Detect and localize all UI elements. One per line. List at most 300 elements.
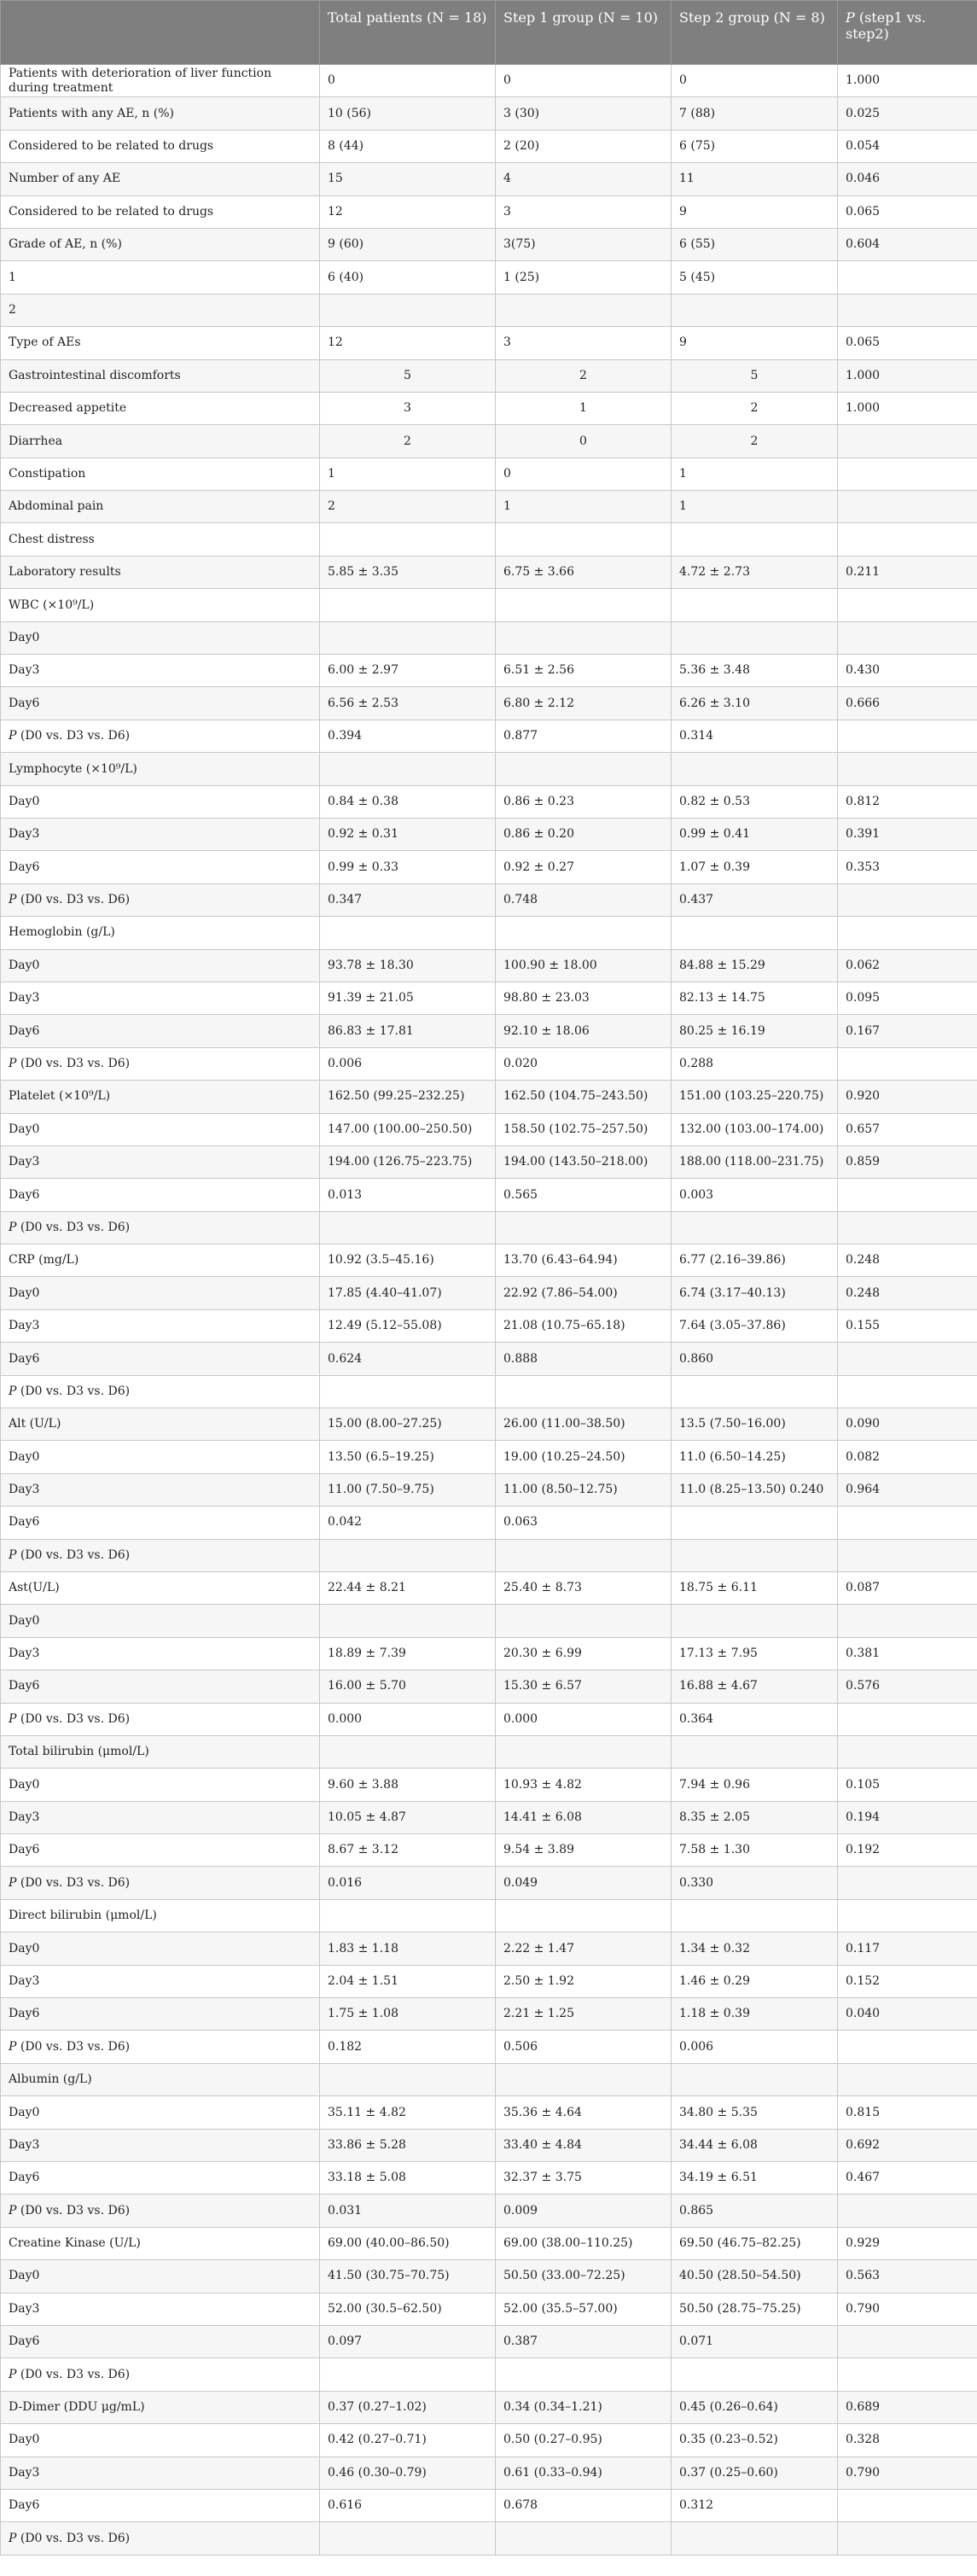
table-row — [1, 1998, 977, 2031]
row-label-cell: Gastrointestinal discomforts — [1, 359, 320, 392]
table-cell — [838, 294, 977, 326]
table-cell: 0.616 — [320, 2489, 496, 2521]
table-cell: 35.11 ± 4.82 — [320, 2096, 496, 2129]
table-cell: 0.003 — [672, 1179, 838, 1211]
table-cell: 18.75 ± 6.11 — [672, 1571, 838, 1604]
table-row — [1, 1571, 977, 1604]
table-cell: 0.006 — [320, 1047, 496, 1080]
row-label-cell: P (D0 vs. D3 vs. D6) — [1, 2031, 320, 2063]
row-label-cell: Day0 — [1, 949, 320, 982]
table-cell — [672, 294, 838, 326]
table-cell: 0.016 — [320, 1867, 496, 1899]
table-cell — [320, 523, 496, 556]
row-label-cell: Patients with any AE, n (%) — [1, 97, 320, 130]
row-label-cell: Day3 — [1, 1801, 320, 1833]
table-cell: 69.50 (46.75–82.25) — [672, 2227, 838, 2259]
table-cell: 8 (44) — [320, 130, 496, 162]
table-cell: 3 — [320, 392, 496, 424]
table-cell — [838, 589, 977, 621]
header-cell-step2: Step 2 group (N = 8) — [672, 1, 838, 65]
table-cell: 0.45 (0.26–0.64) — [672, 2391, 838, 2423]
table-cell — [838, 883, 977, 916]
table-cell: 3 — [496, 327, 672, 359]
table-cell: 0.82 ± 0.53 — [672, 785, 838, 818]
row-label-cell: Day0 — [1, 621, 320, 654]
table-cell — [838, 2489, 977, 2521]
table-row — [1, 1801, 977, 1833]
table-cell — [838, 1539, 977, 1571]
table-cell: 1.34 ± 0.32 — [672, 1932, 838, 1965]
table-cell: 33.86 ± 5.28 — [320, 2129, 496, 2161]
table-row — [1, 1375, 977, 1407]
table-cell: 10.05 ± 4.87 — [320, 1801, 496, 1833]
table-cell: 82.13 ± 14.75 — [672, 982, 838, 1014]
table-cell: 15 — [320, 163, 496, 195]
row-label-cell: Diarrhea — [1, 425, 320, 458]
table-cell: 0.748 — [496, 883, 672, 916]
table-cell: 1.83 ± 1.18 — [320, 1932, 496, 1965]
table-cell — [320, 1375, 496, 1407]
table-cell: 1 (25) — [496, 261, 672, 294]
table-cell: 12.49 (5.12–55.08) — [320, 1309, 496, 1342]
table-cell: 10.92 (3.5–45.16) — [320, 1244, 496, 1277]
row-label-cell: Laboratory results — [1, 556, 320, 588]
table-cell: 0.437 — [672, 883, 838, 916]
table-cell — [320, 621, 496, 654]
table-cell: 0.097 — [320, 2325, 496, 2357]
table-row — [1, 1145, 977, 1178]
row-label-cell: Hemoglobin (g/L) — [1, 917, 320, 949]
table-cell — [496, 523, 672, 556]
table-cell: 0 — [496, 425, 672, 458]
table-row — [1, 818, 977, 850]
table-cell: 0.888 — [496, 1343, 672, 1375]
table-row — [1, 261, 977, 294]
table-cell: 11.00 (8.50–12.75) — [496, 1473, 672, 1506]
table-row — [1, 2129, 977, 2161]
header-cell-p-value: P (step1 vs. step2) — [838, 1, 977, 65]
table-cell: 0.92 ± 0.27 — [496, 851, 672, 883]
row-label-cell: P (D0 vs. D3 vs. D6) — [1, 1867, 320, 1899]
table-row — [1, 720, 977, 752]
table-cell: 0.99 ± 0.41 — [672, 818, 838, 850]
table-cell: 33.18 ± 5.08 — [320, 2162, 496, 2194]
table-cell: 15.00 (8.00–27.25) — [320, 1408, 496, 1441]
table-cell — [496, 1375, 672, 1407]
row-label-cell: Ast(U/L) — [1, 1571, 320, 1604]
table-cell — [496, 1899, 672, 1932]
table-cell: 1.46 ± 0.29 — [672, 1965, 838, 1997]
table-cell — [496, 1735, 672, 1768]
table-cell: 1.000 — [838, 392, 977, 424]
table-cell — [838, 1179, 977, 1211]
table-cell: 0.009 — [496, 2194, 672, 2227]
table-cell: 6 (75) — [672, 130, 838, 162]
table-row — [1, 1965, 977, 1997]
table-cell: 10.93 ± 4.82 — [496, 1769, 672, 1801]
table-cell: 52.00 (35.5–57.00) — [496, 2293, 672, 2325]
table-cell: 0.192 — [838, 1834, 977, 1867]
row-label-cell: CRP (mg/L) — [1, 1244, 320, 1277]
table-cell — [496, 917, 672, 949]
table-cell: 10 (56) — [320, 97, 496, 130]
table-cell: 40.50 (28.50–54.50) — [672, 2260, 838, 2293]
row-label-cell: Day0 — [1, 2096, 320, 2129]
table-cell: 0.031 — [320, 2194, 496, 2227]
table-cell: 1.18 ± 0.39 — [672, 1998, 838, 2031]
table-cell — [672, 1605, 838, 1637]
table-cell: 17.13 ± 7.95 — [672, 1637, 838, 1670]
table-cell: 5.36 ± 3.48 — [672, 655, 838, 687]
table-cell: 8.35 ± 2.05 — [672, 1801, 838, 1833]
table-header — [1, 1, 977, 65]
table-row — [1, 1277, 977, 1309]
table-cell — [496, 2522, 672, 2555]
table-cell: 0.86 ± 0.20 — [496, 818, 672, 850]
table-cell: 2 — [672, 425, 838, 458]
table-row — [1, 1441, 977, 1473]
table-row — [1, 753, 977, 785]
row-label-cell: Patients with deterioration of liver function during treatment — [1, 65, 320, 97]
table-cell — [496, 621, 672, 654]
table-cell — [838, 2063, 977, 2095]
table-cell: 8.67 ± 3.12 — [320, 1834, 496, 1867]
table-row — [1, 228, 977, 260]
table-cell: 0.006 — [672, 2031, 838, 2063]
table-cell: 1 — [320, 458, 496, 490]
row-label-cell: 2 — [1, 294, 320, 326]
table-cell — [320, 1735, 496, 1768]
row-label-cell: Day3 — [1, 1309, 320, 1342]
table-cell — [320, 2358, 496, 2391]
table-cell: 0.50 (0.27–0.95) — [496, 2424, 672, 2457]
table-row — [1, 621, 977, 654]
table-cell: 0.000 — [320, 1703, 496, 1735]
table-cell: 7 (88) — [672, 97, 838, 130]
table-cell — [320, 589, 496, 621]
table-cell — [838, 720, 977, 752]
table-row — [1, 2162, 977, 2194]
table-row — [1, 130, 977, 162]
table-cell: 16.00 ± 5.70 — [320, 1670, 496, 1703]
table-cell: 0.624 — [320, 1343, 496, 1375]
table-cell: 0 — [320, 65, 496, 97]
table-cell: 5 — [320, 359, 496, 392]
table-cell — [838, 425, 977, 458]
table-cell: 0.314 — [672, 720, 838, 752]
table-cell — [838, 621, 977, 654]
row-label-cell: Considered to be related to drugs — [1, 130, 320, 162]
table-row — [1, 851, 977, 883]
table-cell: 0.090 — [838, 1408, 977, 1441]
row-label-cell: Day6 — [1, 1015, 320, 1047]
table-row — [1, 2293, 977, 2325]
table-cell: 0.506 — [496, 2031, 672, 2063]
table-row — [1, 1179, 977, 1211]
table-cell: 0.692 — [838, 2129, 977, 2161]
row-label-cell: P (D0 vs. D3 vs. D6) — [1, 2194, 320, 2227]
table-cell: 0.063 — [496, 1507, 672, 1539]
table-cell: 0.347 — [320, 883, 496, 916]
table-cell: 11.0 (8.25–13.50) 0.240 — [672, 1473, 838, 1506]
row-label-cell: Day3 — [1, 1965, 320, 1997]
table-cell: 0.082 — [838, 1441, 977, 1473]
table-cell: 0.563 — [838, 2260, 977, 2293]
table-cell — [672, 523, 838, 556]
table-cell: 151.00 (103.25–220.75) — [672, 1081, 838, 1113]
row-label-cell: Day0 — [1, 2424, 320, 2457]
table-row — [1, 2031, 977, 2063]
table-cell — [838, 2194, 977, 2227]
row-label-cell: Day3 — [1, 655, 320, 687]
row-label-cell: Day6 — [1, 1343, 320, 1375]
table-cell: 188.00 (118.00–231.75) — [672, 1145, 838, 1178]
table-cell: 0.387 — [496, 2325, 672, 2357]
table-cell: 0.364 — [672, 1703, 838, 1735]
row-label-cell: Considered to be related to drugs — [1, 195, 320, 228]
table-cell: 0.964 — [838, 1473, 977, 1506]
table-cell: 6.74 (3.17–40.13) — [672, 1277, 838, 1309]
table-cell: 13.50 (6.5–19.25) — [320, 1441, 496, 1473]
table-cell: 4 — [496, 163, 672, 195]
table-cell: 6.80 ± 2.12 — [496, 687, 672, 720]
table-cell: 34.80 ± 5.35 — [672, 2096, 838, 2129]
table-cell: 2.21 ± 1.25 — [496, 1998, 672, 2031]
row-label-cell: P (D0 vs. D3 vs. D6) — [1, 2522, 320, 2555]
table-row — [1, 2325, 977, 2357]
table-cell: 0.182 — [320, 2031, 496, 2063]
table-cell: 0.61 (0.33–0.94) — [496, 2457, 672, 2489]
table-cell: 0.065 — [838, 195, 977, 228]
table-cell: 2 — [672, 392, 838, 424]
table-cell — [838, 1899, 977, 1932]
table-cell — [672, 1211, 838, 1244]
table-cell — [838, 1375, 977, 1407]
row-label-cell: P (D0 vs. D3 vs. D6) — [1, 1375, 320, 1407]
table-cell — [320, 917, 496, 949]
table-cell: 0.312 — [672, 2489, 838, 2521]
table-cell: 0.37 (0.27–1.02) — [320, 2391, 496, 2423]
table-cell — [672, 2358, 838, 2391]
row-label-cell: P (D0 vs. D3 vs. D6) — [1, 883, 320, 916]
table-cell: 0.815 — [838, 2096, 977, 2129]
table-cell — [672, 589, 838, 621]
table-cell: 0.049 — [496, 1867, 672, 1899]
table-cell: 0.013 — [320, 1179, 496, 1211]
table-cell — [320, 1899, 496, 1932]
table-cell: 7.94 ± 0.96 — [672, 1769, 838, 1801]
table-cell: 162.50 (99.25–232.25) — [320, 1081, 496, 1113]
table-row — [1, 1211, 977, 1244]
row-label-cell: Day3 — [1, 982, 320, 1014]
table-row — [1, 1932, 977, 1965]
table-cell: 92.10 ± 18.06 — [496, 1015, 672, 1047]
table-cell — [838, 1507, 977, 1539]
table-row — [1, 687, 977, 720]
table-cell — [672, 2522, 838, 2555]
row-label-cell: Day3 — [1, 1473, 320, 1506]
table-cell: 0.42 (0.27–0.71) — [320, 2424, 496, 2457]
table-row — [1, 2424, 977, 2457]
table-cell: 6.00 ± 2.97 — [320, 655, 496, 687]
table-cell — [496, 1605, 672, 1637]
table-cell: 12 — [320, 327, 496, 359]
table-cell: 1 — [496, 392, 672, 424]
table-cell: 1 — [672, 458, 838, 490]
table-row — [1, 392, 977, 424]
table-cell: 0.859 — [838, 1145, 977, 1178]
table-cell: 5.85 ± 3.35 — [320, 556, 496, 588]
table-row — [1, 359, 977, 392]
table-cell — [320, 753, 496, 785]
row-label-cell: Day0 — [1, 2260, 320, 2293]
table-row — [1, 1703, 977, 1735]
table-row — [1, 1539, 977, 1571]
table-row — [1, 2096, 977, 2129]
row-label-cell: Day6 — [1, 2162, 320, 2194]
table-cell: 0.84 ± 0.38 — [320, 785, 496, 818]
table-cell: 2.22 ± 1.47 — [496, 1932, 672, 1965]
table-row — [1, 523, 977, 556]
table-row — [1, 2227, 977, 2259]
table-row — [1, 294, 977, 326]
table-cell — [838, 1867, 977, 1899]
table-cell: 13.70 (6.43–64.94) — [496, 1244, 672, 1277]
table-cell: 147.00 (100.00–250.50) — [320, 1113, 496, 1145]
table-cell: 6.51 ± 2.56 — [496, 655, 672, 687]
table-row — [1, 1113, 977, 1145]
table-cell: 7.64 (3.05–37.86) — [672, 1309, 838, 1342]
table-cell — [496, 2358, 672, 2391]
row-label-cell: Type of AEs — [1, 327, 320, 359]
table-cell — [838, 458, 977, 490]
table-cell: 17.85 (4.40–41.07) — [320, 1277, 496, 1309]
table-cell — [320, 2522, 496, 2555]
row-label-cell: Day0 — [1, 1605, 320, 1637]
table-cell: 33.40 ± 4.84 — [496, 2129, 672, 2161]
row-label-cell: Creatine Kinase (U/L) — [1, 2227, 320, 2259]
table-cell — [838, 523, 977, 556]
table-row — [1, 1081, 977, 1113]
table-row — [1, 982, 977, 1014]
table-cell: 0.353 — [838, 851, 977, 883]
table-row — [1, 1507, 977, 1539]
table-row — [1, 65, 977, 97]
table-cell: 5 (45) — [672, 261, 838, 294]
table-cell — [496, 589, 672, 621]
table-row — [1, 458, 977, 490]
table-cell: 0.877 — [496, 720, 672, 752]
row-label-cell: Decreased appetite — [1, 392, 320, 424]
table-cell: 11.0 (6.50–14.25) — [672, 1441, 838, 1473]
table-cell — [496, 2063, 672, 2095]
table-cell: 194.00 (143.50–218.00) — [496, 1145, 672, 1178]
table-row — [1, 1735, 977, 1768]
row-label-cell: Grade of AE, n (%) — [1, 228, 320, 260]
table-cell: 0.790 — [838, 2457, 977, 2489]
table-cell — [320, 294, 496, 326]
table-cell — [838, 917, 977, 949]
table-row — [1, 491, 977, 523]
table-cell: 1.000 — [838, 359, 977, 392]
table-row — [1, 949, 977, 982]
table-row — [1, 917, 977, 949]
table-cell: 0.330 — [672, 1867, 838, 1899]
table-cell: 19.00 (10.25–24.50) — [496, 1441, 672, 1473]
row-label-cell: Day6 — [1, 2325, 320, 2357]
table-cell: 1.000 — [838, 65, 977, 97]
table-cell — [320, 1605, 496, 1637]
table-cell: 0.095 — [838, 982, 977, 1014]
table-cell: 0.288 — [672, 1047, 838, 1080]
table-cell — [838, 491, 977, 523]
table-cell: 9 (60) — [320, 228, 496, 260]
row-label-cell: 1 — [1, 261, 320, 294]
table-cell: 0.35 (0.23–0.52) — [672, 2424, 838, 2457]
table-cell: 7.58 ± 1.30 — [672, 1834, 838, 1867]
table-cell: 18.89 ± 7.39 — [320, 1637, 496, 1670]
table-cell — [320, 1211, 496, 1244]
table-cell: 0.105 — [838, 1769, 977, 1801]
row-label-cell: Day0 — [1, 785, 320, 818]
table-cell: 21.08 (10.75–65.18) — [496, 1309, 672, 1342]
table-cell — [838, 2325, 977, 2357]
table-cell: 1 — [672, 491, 838, 523]
table-row — [1, 2489, 977, 2521]
table-row — [1, 1670, 977, 1703]
row-label-cell: Day3 — [1, 2293, 320, 2325]
table-cell: 6.26 ± 3.10 — [672, 687, 838, 720]
table-row — [1, 327, 977, 359]
row-label-cell: P (D0 vs. D3 vs. D6) — [1, 1539, 320, 1571]
table-row — [1, 883, 977, 916]
table-cell — [838, 1735, 977, 1768]
table-cell: 13.5 (7.50–16.00) — [672, 1408, 838, 1441]
row-label-cell: Day6 — [1, 1670, 320, 1703]
table-cell: 9 — [672, 327, 838, 359]
row-label-cell: Day3 — [1, 2129, 320, 2161]
table-row — [1, 785, 977, 818]
table-cell: 0.025 — [838, 97, 977, 130]
table-cell — [838, 1343, 977, 1375]
table-cell: 0.155 — [838, 1309, 977, 1342]
table-cell: 6 (40) — [320, 261, 496, 294]
table-cell: 2.04 ± 1.51 — [320, 1965, 496, 1997]
table-cell: 0.117 — [838, 1932, 977, 1965]
row-label-cell: WBC (×10⁹/L) — [1, 589, 320, 621]
table-cell: 12 — [320, 195, 496, 228]
table-row — [1, 589, 977, 621]
table-row — [1, 163, 977, 195]
table-row — [1, 1309, 977, 1342]
table-cell: 11 — [672, 163, 838, 195]
row-label-cell: Chest distress — [1, 523, 320, 556]
table-cell — [838, 2522, 977, 2555]
table-cell — [672, 917, 838, 949]
table-cell: 0.860 — [672, 1343, 838, 1375]
table-cell: 50.50 (33.00–72.25) — [496, 2260, 672, 2293]
table-cell: 15.30 ± 6.57 — [496, 1670, 672, 1703]
row-label-cell: Day0 — [1, 1769, 320, 1801]
table-row — [1, 1637, 977, 1670]
table-cell: 2.50 ± 1.92 — [496, 1965, 672, 1997]
table-cell: 2 (20) — [496, 130, 672, 162]
table-cell: 93.78 ± 18.30 — [320, 949, 496, 982]
table-cell — [838, 1047, 977, 1080]
table-row — [1, 655, 977, 687]
table-cell: 52.00 (30.5–62.50) — [320, 2293, 496, 2325]
table-row — [1, 1343, 977, 1375]
